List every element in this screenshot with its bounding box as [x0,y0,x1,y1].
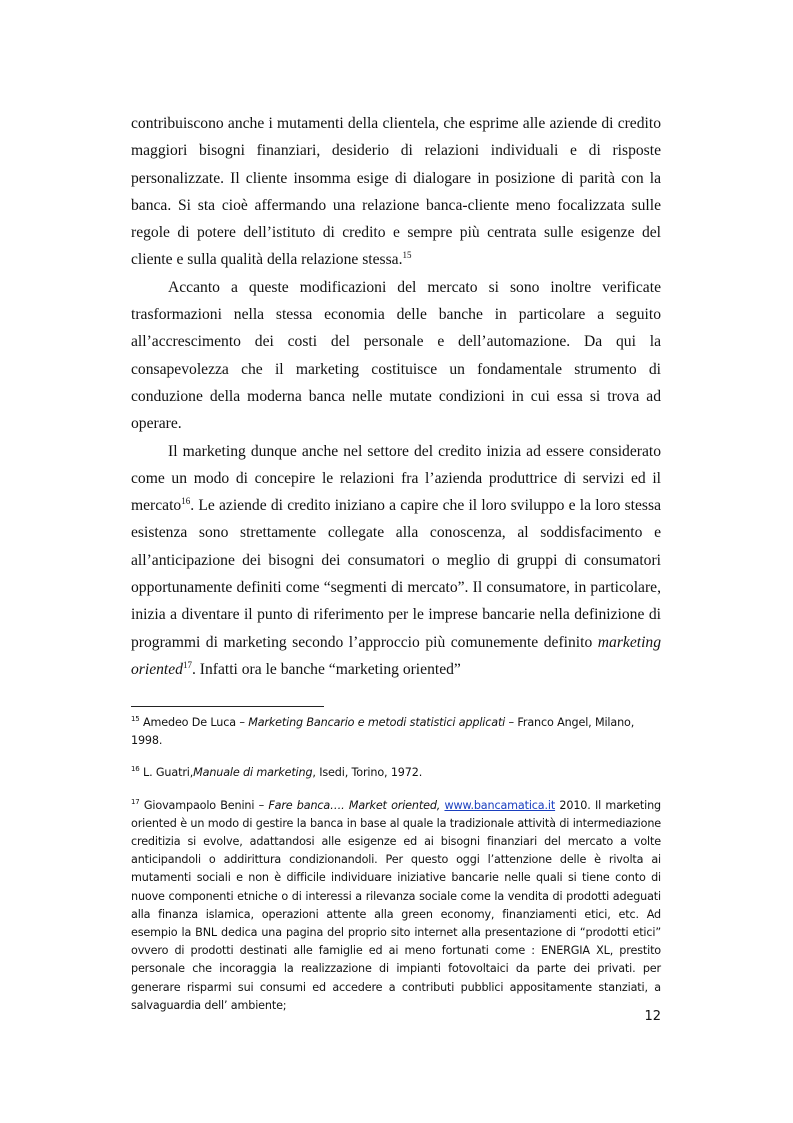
footnote-ref-17[interactable]: 17 [182,659,192,670]
paragraph-2: Accanto a queste modificazioni del mercato si sono inoltre verificate trasformazioni nella stessa economia delle banche in particolare a seguito all’accrescimento dei costi del personale e dell’automazione. Da qui la consapevolezza che il marketing costituisce un fondamentale strumento di conduzione della moderna banca nelle mutate condizioni in cui essa si trova ad operare. [131,278,661,433]
footnote-15: $^{15}$ Amedeo De Luca – Marketing Bancario e metodi statistici applicati – Franco Angel, Milano, 1998. [131,715,635,748]
bancamatica-link[interactable]: www.bancamatica.it [444,798,556,812]
footnotes [131,714,661,1029]
paragraph-1: contribuiscono anche i mutamenti della clientela, che esprime alle aziende di credito maggiori bisogni finanziari, desiderio di relazioni individuali e di risposte personalizzate. Il cliente insomma esige di dialogare in posizione di parità con la banca. Si sta cioè affermando una relazione banca-cliente meno focalizzata sulle regole di potere dell’istituto di credito e sempre più centrata sulle esigenze del cliente e sulla qualità della relazione stessa.$^{15}$ [131,115,661,269]
footnote-number: 15 [131,715,140,723]
footnote-ref-16[interactable]: 16 [181,496,191,507]
page-number: 12 [644,1009,661,1024]
footnote-title: Marketing Bancario e metodi statistici applicati [248,716,506,729]
body-text [131,110,661,683]
footnote-17: $^{17}$ Giovampaolo Benini – Fare banca…. Market oriented, www.bancamatica.it 2010. Il marketing oriented è un modo di gestire la banca in base al quale la tradizionale attività di intermediazione creditizia si evolve, adattandosi alle esigenze ed ai bisogni finanziari del mercato a volte anticipandoli o addirittura condizionandoli. Per questo oggi l’attenzione delle è rivolta ai mutamenti sociali e non è difficile individuare iniziative bancarie nelle quali si tiene conto di nuove componenti etniche o di interessi a rilevanza sociale come la vendita di prodotti adeguati alla finanza islamica, operazioni attente alla green economy, finanziamenti etici, etc. Ad esempio la BNL dedica una pagina del proprio sito internet alla presentazione di “prodotti etici” ovvero di prodotti destinati alle famiglie ed ai meno fortunati come : ENERGIA XL, prestito personale che incoraggia la realizzazione di impianti fotovoltaici da parte dei privati. per generare risparmi sui consumi ed accedere a contributi pubblici appositamente stanziati, a salvaguardia dell’ ambiente; [131,797,661,1012]
footnote-separator [131,706,324,707]
footnote-ref-15[interactable]: 15 [402,250,412,261]
footnote-16: $^{16}$ L. Guatri,Manuale di marketing, Isedi, Torino, 1972. [131,765,423,780]
footnote-number: 16 [131,765,140,774]
paragraph-3: Il marketing dunque anche nel settore del credito inizia ad essere considerato come un modo di concepire le relazioni fra l’azienda produttrice di servizi ed il mercato$^{16}$. Le aziende di credito iniziano a capire che il loro sviluppo e la loro stessa esistenza sono strettamente collegate alla conoscenza, al soddisfacimento e all’anticipazione dei bisogni dei consumatori o meglio di gruppi di consumatori opportunamente definiti come “segmenti di mercato”. Il consumatore, in particolare, inizia a diventare il punto di riferimento per le imprese bancarie nella definizione di programmi di marketing secondo l’approccio più comunemente definito marketing oriented$^{17}$. Infatti ora le banche “marketing oriented” [131,442,661,678]
footnote-title: Manuale di marketing [193,766,313,780]
footnote-title: Fare banca…. Market oriented, [268,798,441,812]
italic-term: marketing oriented [131,633,661,678]
footnote-number: 17 [131,797,140,806]
